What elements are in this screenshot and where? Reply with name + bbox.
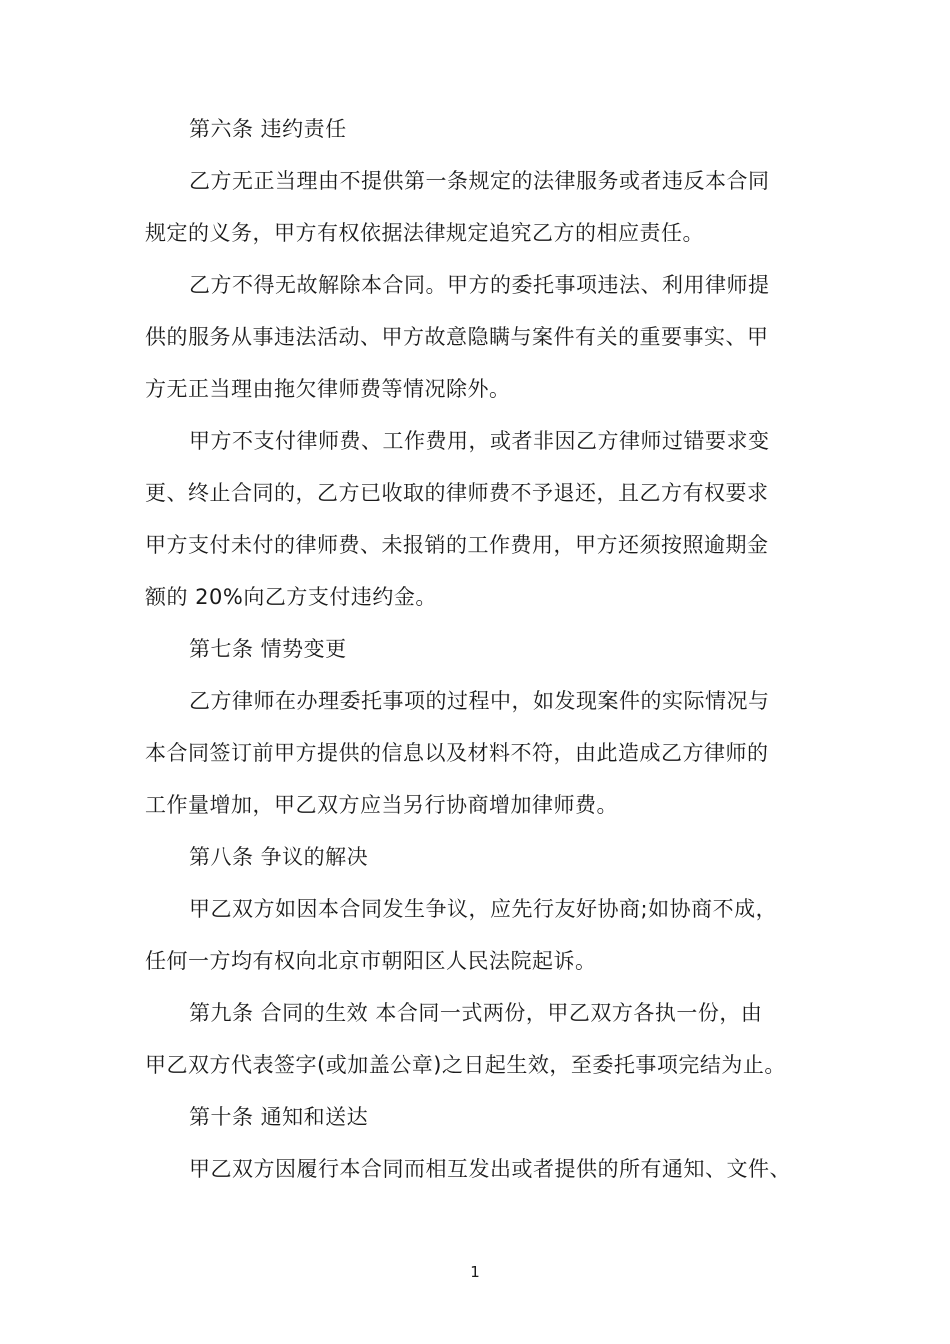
paragraph-line: 额的 20%向乙方支付违约金。 [145,585,437,609]
paragraph-line: 甲方支付未付的律师费、未报销的工作费用，甲方还须按照逾期金 [145,533,769,557]
paragraph-line: 甲乙双方代表签字(或加盖公章)之日起生效，至委托事项完结为止。 [145,1053,786,1077]
section-heading-6: 第六条 违约责任 [189,117,347,141]
section-heading-8: 第八条 争议的解决 [189,845,369,869]
section-heading-10: 第十条 通知和送达 [189,1105,369,1129]
paragraph-line: 方无正当理由拖欠律师费等情况除外。 [145,377,511,401]
paragraph-line: 任何一方均有权向北京市朝阳区人民法院起诉。 [145,949,597,973]
paragraph-line: 规定的义务，甲方有权依据法律规定追究乙方的相应责任。 [145,221,704,245]
paragraph-line: 甲乙双方如因本合同发生争议，应先行友好协商;如协商不成， [189,897,778,921]
paragraph-line: 甲方不支付律师费、工作费用，或者非因乙方律师过错要求变 [189,429,770,453]
paragraph-line: 本合同签订前甲方提供的信息以及材料不符，由此造成乙方律师的 [145,741,769,765]
paragraph-line: 乙方无正当理由不提供第一条规定的法律服务或者违反本合同 [189,169,770,193]
paragraph-line: 供的服务从事违法活动、甲方故意隐瞒与案件有关的重要事实、甲 [145,325,769,349]
paragraph-line: 更、终止合同的，乙方已收取的律师费不予退还，且乙方有权要求 [145,481,769,505]
paragraph-line: 乙方不得无故解除本合同。甲方的委托事项违法、利用律师提 [189,273,770,297]
section-heading-7: 第七条 情势变更 [189,637,347,661]
page-number: 1 [470,1263,480,1281]
paragraph-line: 甲乙双方因履行本合同而相互发出或者提供的所有通知、文件、 [189,1157,791,1181]
section-heading-9: 第九条 合同的生效 本合同一式两份，甲乙双方各执一份，由 [189,1001,763,1025]
paragraph-line: 工作量增加，甲乙双方应当另行协商增加律师费。 [145,793,618,817]
paragraph-line: 乙方律师在办理委托事项的过程中，如发现案件的实际情况与 [189,689,770,713]
